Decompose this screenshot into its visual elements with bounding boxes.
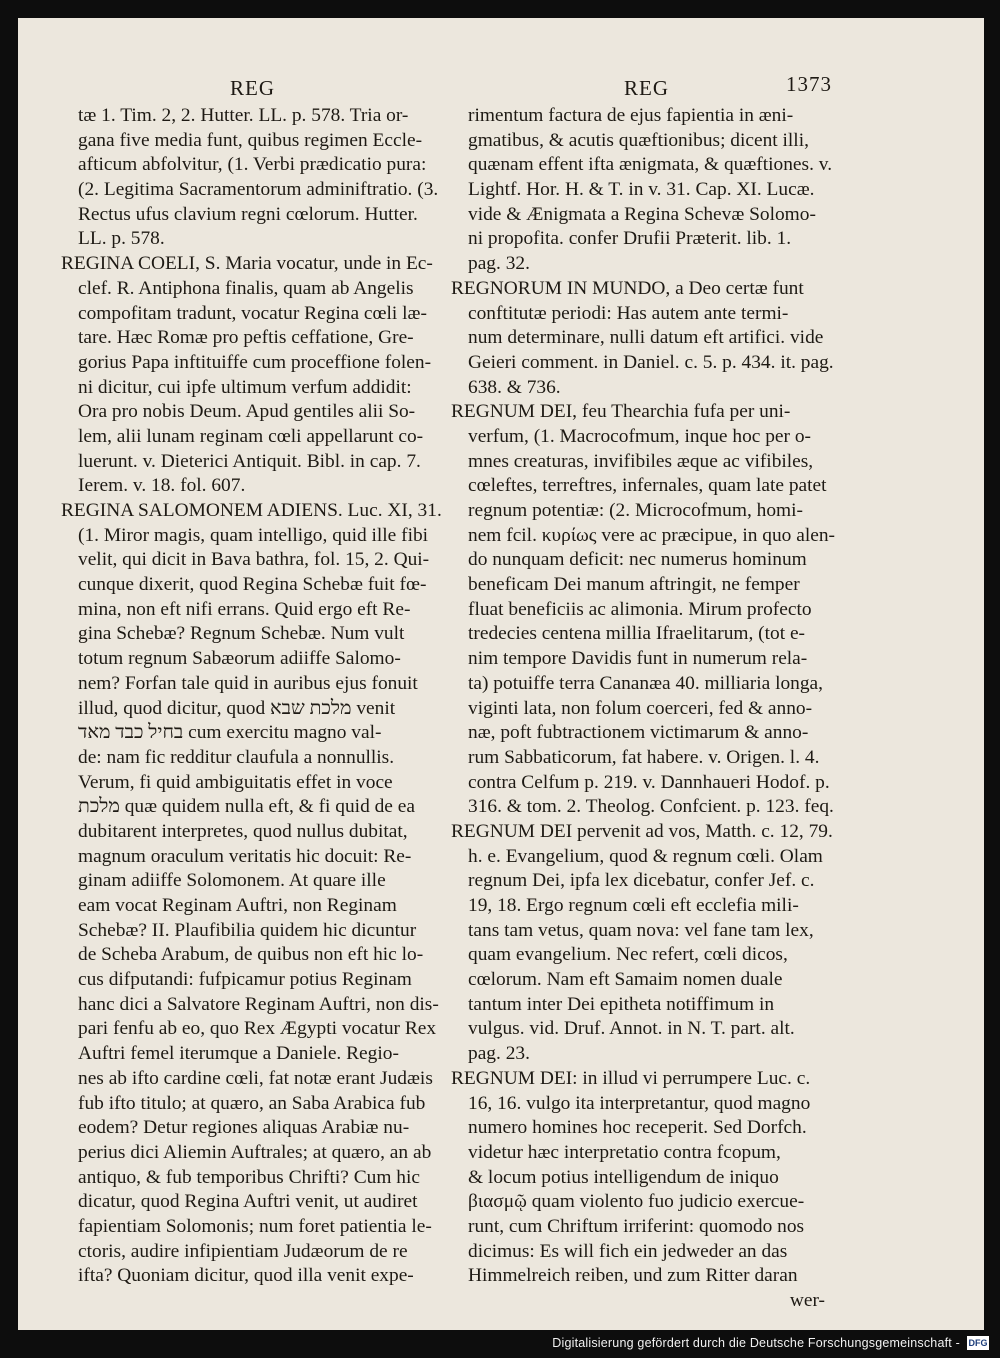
text-line: de Scheba Arabum, de quibus non eft hic lo- [78, 944, 424, 966]
text-line: (1. Miror magis, quam intelligo, quid ille fibi [78, 524, 429, 546]
page-number: 1373 [786, 72, 832, 96]
text-line: REGNUM DEI: in illud vi perrumpere Luc. c. [451, 1067, 811, 1089]
text-line: gina Schebæ? Regnum Schebæ. Num vult [78, 623, 405, 645]
text-line: totum regnum Sabæorum adiiffe Salomo- [78, 648, 401, 670]
text-line: fluat beneficiis ac alimonia. Mirum profecto [468, 598, 812, 620]
text-line: מלכת quæ quidem nulla eft, & fi quid de ea [78, 796, 415, 818]
text-line: tredecies centena millia Ifraelitarum, (tot e- [468, 623, 806, 645]
text-line: Auftri femel iterumque a Daniele. Regio- [78, 1043, 399, 1065]
left-column [61, 104, 454, 1289]
text-line: do nunquam deficit: nec numerus hominum [468, 549, 807, 571]
text-line: viginti lata, non folum coerceri, fed & anno- [468, 697, 813, 719]
text-line: βιασμῷ quam violento fuo judicio exercue- [468, 1191, 805, 1213]
text-line: dicimus: Es will fich ein jedweder an das [468, 1240, 788, 1262]
text-line: (2. Legitima Sacramentorum adminiftratio. (3. [78, 179, 439, 201]
text-line: pag. 32. [468, 253, 530, 275]
text-line: tæ 1. Tim. 2, 2. Hutter. LL. p. 578. Tria or- [78, 105, 409, 126]
text-line: ta) potuiffe terra Cananæa 40. milliaria longa, [468, 672, 824, 694]
text-line: fub ifto titulo; at quæro, an Saba Arabica fub [78, 1092, 426, 1114]
text-line: gorius Papa inftituiffe cum proceffione folen- [78, 351, 432, 373]
text-line: REGINA COELI, S. Maria vocatur, unde in Ec- [61, 253, 433, 275]
text-line: velit, qui dicit in Bava bathra, fol. 15, 2. Qui- [78, 549, 430, 571]
text-line: 638. & 736. [468, 376, 561, 398]
text-line: rimentum factura de ejus fapientia in æni- [468, 105, 794, 126]
running-head-right: REG [624, 76, 669, 100]
text-line: beneficam Dei manum aftringit, ne femper [468, 574, 800, 596]
text-line: videtur hæc interpretatio contra fcopum, [468, 1141, 781, 1163]
text-line: perius dici Aliemin Auftrales; at quæro, an ab [78, 1141, 432, 1163]
text-line: gmatibus, & acutis quæftionibus; dicent illi, [468, 129, 809, 151]
text-line: num determinare, nulli datum eft artifici. vide [468, 327, 824, 349]
book-page [18, 18, 984, 1330]
text-line: cœlorum. Nam eft Samaim nomen duale [468, 969, 783, 991]
text-line: numero homines hoc receperit. Sed Dorfch. [468, 1117, 807, 1139]
text-line: runt, cum Chriftum irriferint: quomodo nos [468, 1215, 805, 1237]
text-line: ginam adiiffe Solomonem. At quare ille [78, 870, 386, 892]
text-line: cus difputandi: fufpicamur potius Reginam [78, 969, 412, 991]
text-line: de: nam fic redditur claufula a nonnullis. [78, 746, 395, 768]
text-line: eodem? Detur regiones aliquas Arabiæ nu- [78, 1117, 410, 1139]
text-line: h. e. Evangelium, quod & regnum cœli. Olam [468, 845, 823, 867]
text-line: nim tempore Davidis funt in numerum rela- [468, 648, 808, 670]
text-line: 16, 16. vulgo ita interpretantur, quod magno [468, 1092, 811, 1114]
text-line: luerunt. v. Dieterici Antiquit. Bibl. in cap. 7. [78, 450, 421, 472]
text-line: contra Celfum p. 219. v. Dannhaueri Hodof. p. [468, 771, 830, 793]
text-line: clef. R. Antiphona finalis, quam ab Angelis [78, 277, 414, 299]
text-line: hanc dici a Salvatore Reginam Auftri, non dis- [78, 993, 439, 1015]
text-line: Schebæ? II. Plaufibilia quidem hic dicuntur [78, 919, 417, 941]
text-line: illud, quod dicitur, quod מלכת שבא venit [78, 697, 396, 719]
text-line: nem fcil. κυρίως vere ac præcipue, in quo alen- [468, 524, 835, 546]
text-line: pari fenfu ab eo, quo Rex Ægypti vocatur Rex [78, 1018, 437, 1040]
text-line: ifta? Quoniam dicitur, quod illa venit expe- [78, 1265, 414, 1287]
text-line: REGNUM DEI, feu Thearchia fufa per uni- [451, 401, 791, 423]
text-line: nes ab ifto cardine cœli, fat notæ erant Judæis [78, 1067, 433, 1089]
text-line: Himmelreich reiben, und zum Ritter daran [468, 1265, 798, 1287]
text-line: ctoris, audire infipientiam Judæorum de re [78, 1240, 408, 1262]
text-line: Geieri comment. in Daniel. c. 5. p. 434. it. pag. [468, 351, 834, 373]
text-line: REGINA SALOMONEM ADIENS. Luc. XI, 31. [61, 500, 442, 521]
text-line: tantum inter Dei epitheta notiffimum in [468, 993, 775, 1015]
text-line: quam evangelium. Nec refert, cœli dicos, [468, 944, 788, 966]
text-line: conftitutæ periodi: Has autem ante termi- [468, 302, 789, 324]
text-line: tare. Hæc Romæ pro peftis ceffatione, Gre- [78, 327, 414, 349]
text-line: magnum oraculum veritatis hic docuit: Re- [78, 845, 412, 867]
text-line: lem, alii lunam reginam cœli appellarunt co- [78, 425, 424, 447]
text-line: regnum Dei, ipfa lex dicebatur, confer Jef. c. [468, 870, 815, 892]
text-line: eam vocat Reginam Auftri, non Reginam [78, 895, 397, 916]
text-line: næ, poft fubtractionem victimarum & anno- [468, 722, 809, 744]
text-line: cœleftes, terreftres, infernales, quam late patet [468, 475, 827, 497]
text-line: 316. & tom. 2. Theolog. Confcient. p. 123. feq. [468, 796, 834, 818]
text-line: & locum potius intelligendum de iniquo [468, 1166, 779, 1188]
text-line: vide & Ænigmata a Regina Schevæ Solomo- [468, 203, 816, 225]
text-line: wer- [789, 1290, 825, 1311]
text-line: Ierem. v. 18. fol. 607. [78, 475, 246, 497]
text-line: mina, non eft nifi errans. Quid ergo eft Re- [78, 598, 411, 620]
text-line: regnum potentiæ: (2. Microcofmum, homi- [468, 500, 803, 521]
text-line: gana five media funt, quibus regimen Eccle- [78, 129, 423, 151]
dfg-logo-icon: DFG [968, 1338, 988, 1348]
right-column [451, 104, 835, 1314]
text-line: 19, 18. Ergo regnum cœli eft ecclefia mili- [468, 895, 799, 916]
text-line: בחיל כבד מאד cum exercitu magno val- [78, 722, 382, 744]
text-line: REGNORUM IN MUNDO, a Deo certæ funt [451, 277, 804, 299]
text-line: mnes creaturas, invifibiles æque ac vifibiles, [468, 450, 814, 472]
text-line: vulgus. vid. Druf. Annot. in N. T. part. alt. [468, 1018, 795, 1040]
text-line: Ora pro nobis Deum. Apud gentiles alii So- [78, 401, 416, 423]
text-line: fapientiam Solomonis; num foret patientia le- [78, 1215, 432, 1237]
text-line: antiquo, & fub temporibus Chrifti? Cum hic [78, 1166, 420, 1188]
text-line: rum Sabbaticorum, fat habere. v. Origen. l. 4. [468, 746, 820, 768]
text-line: dicatur, quod Regina Auftri venit, ut audiret [78, 1191, 418, 1213]
text-line: afticum abfolvitur, (1. Verbi prædicatio pura: [78, 154, 427, 176]
text-line: ni propofita. confer Drufii Præterit. lib. 1. [468, 228, 792, 250]
text-line: cunque dixerit, quod Regina Schebæ fuit fœ- [78, 574, 427, 596]
text-line: dubitarent interpretes, quod nullus dubitat, [78, 820, 408, 842]
text-line: LL. p. 578. [78, 228, 165, 250]
text-line: quænam effent ifta ænigmata, & quæftiones. v. [468, 154, 833, 176]
text-line: tans tam vetus, quam nova: vel fane tam lex, [468, 919, 814, 941]
footer-bar [0, 1330, 1000, 1358]
text-line: REGNUM DEI pervenit ad vos, Matth. c. 12, 79. [451, 820, 833, 842]
text-line: verfum, (1. Macrocofmum, inque hoc per o- [468, 425, 811, 447]
running-head-left: REG [230, 76, 275, 100]
text-line: Rectus ufus clavium regni cœlorum. Hutter. [78, 203, 418, 225]
text-line: nem? Forfan tale quid in auribus ejus fonuit [78, 672, 418, 694]
text-line: Verum, fi quid ambiguitatis effet in voce [78, 771, 393, 793]
text-line: Lightf. Hor. H. & T. in v. 31. Cap. XI. Lucæ. [468, 179, 815, 201]
footer-credit: Digitalisierung gefördert durch die Deutsche Forschungsgemeinschaft - [552, 1336, 960, 1350]
text-line: ni dicitur, cui ipfe ultimum verfum addidit: [78, 376, 412, 398]
text-line: pag. 23. [468, 1043, 530, 1065]
text-line: compofitam tradunt, vocatur Regina cœli læ- [78, 302, 427, 324]
